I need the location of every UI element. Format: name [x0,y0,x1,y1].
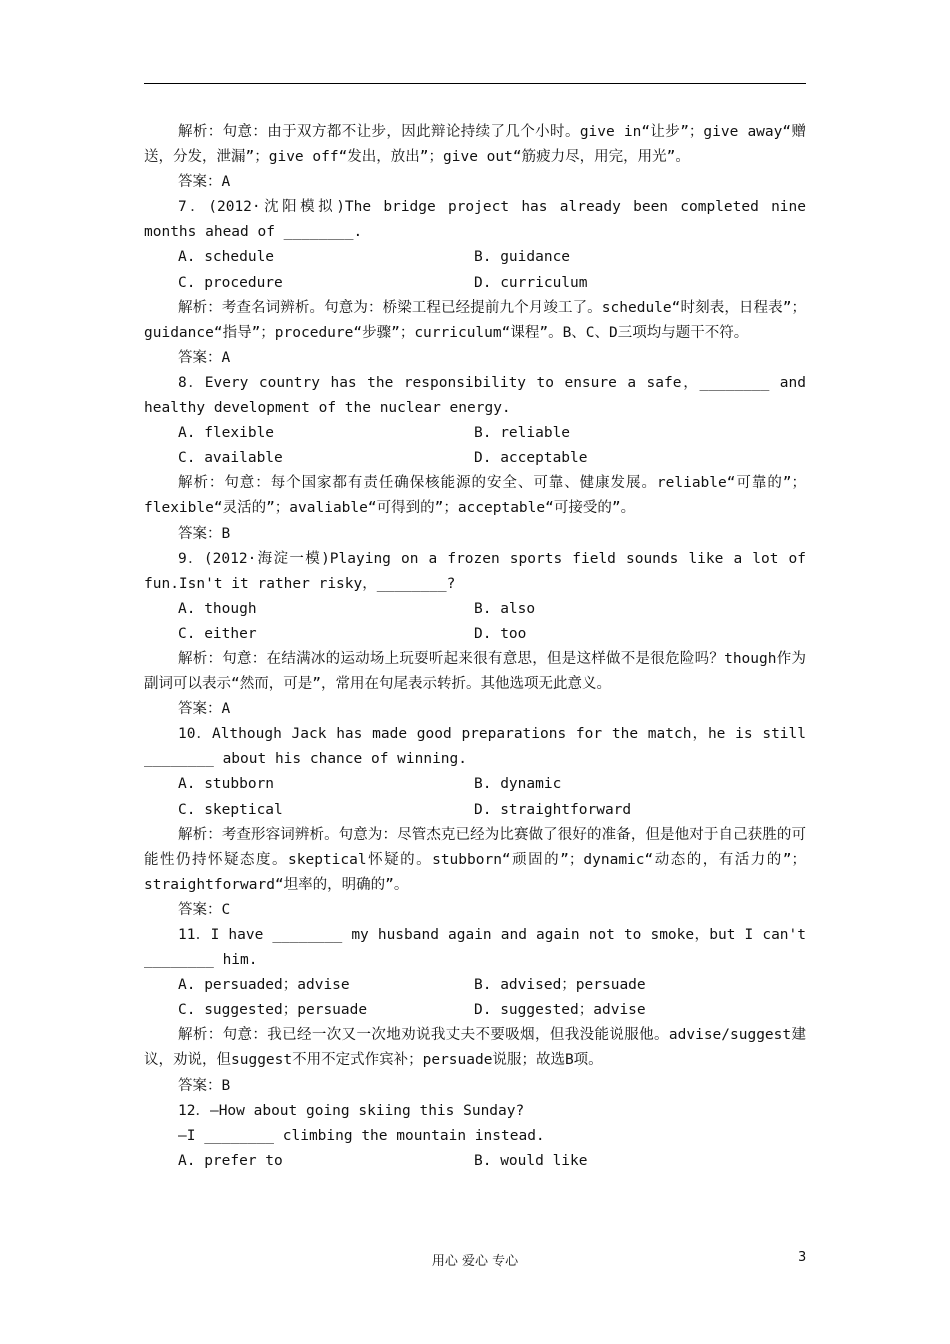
q9-options-row1 [144,597,806,622]
footer-slogan: 用心 爱心 专心 [431,1254,519,1269]
q8-option-c: C. available [178,450,283,467]
q8-stem: 8．Every country has the responsibility to ensure a safe，________ and healthy development of the nuclear energy. [144,374,806,417]
q7-option-d: D. curriculum [474,274,588,291]
q7-answer: 答案：A [178,349,231,366]
page-number: 3 [798,1250,807,1265]
q7-stem: 7．(2012·沈阳模拟)The bridge project has already been completed nine months ahead of ________. [144,199,806,241]
q8-option-b: B. reliable [474,425,571,442]
q8-analysis: 解析：句意：每个国家都有责任确保核能源的安全、可靠、健康发展。reliable“可靠的”；flexible“灵活的”；avaliable“可得到的”；acceptable“可接受的”。 [144,475,806,517]
q12-option-a: A. prefer to [178,1152,283,1169]
q8-options-row2 [144,446,806,471]
q11-answer: 答案：B [178,1077,231,1094]
q12-reply: —I ________ climbing the mountain instead. [178,1127,545,1144]
q7-option-a: A. schedule [178,249,275,266]
q8-options-row1 [144,421,806,446]
q7-options-row1 [144,245,806,270]
q6-analysis: 解析：句意：由于双方都不让步，因此辩论持续了几个小时。give in“让步”；give away“赠送，分发，泄漏”；give off“发出，放出”；give out“筋疲力尽，用完，用光”。 [144,124,806,166]
q9-answer: 答案：A [178,701,231,718]
q10-option-a: A. stubborn [178,776,275,793]
q11-option-c: C. suggested；persuade [178,1002,368,1019]
q9-options-row2 [144,622,806,647]
q12-option-b: B. would like [474,1152,588,1169]
q8-option-a: A. flexible [178,425,275,442]
q10-options-row1 [144,772,806,797]
q10-answer: 答案：C [178,901,231,918]
q11-option-d: D. suggested；advise [474,1002,646,1019]
q10-stem: 10．Although Jack has made good preparations for the match，he is still ________ about his chance of winning. [144,726,806,768]
q12-options-row1 [144,1149,806,1174]
q6-answer: 答案：A [178,174,231,191]
q10-analysis: 解析：考查形容词辨析。句意为：尽管杰克已经为比赛做了很好的准备，但是他对于自己获胜的可能性仍持怀疑态度。skeptical怀疑的。stubborn“顽固的”；dynamic“动态的，有活力的”；straightforward“坦率的，明确的”。 [144,826,806,893]
q9-option-b: B. also [474,600,536,617]
q12-stem: 12．—How about going skiing this Sunday? [178,1102,525,1119]
header-rule [144,83,806,84]
q9-option-a: A. though [178,600,257,617]
q10-options-row2 [144,798,806,823]
q7-option-c: C. procedure [178,274,283,291]
document-body [144,120,806,1174]
q8-option-d: D. acceptable [474,450,588,467]
q7-options-row2 [144,271,806,296]
q7-option-b: B. guidance [474,249,571,266]
q10-option-b: B. dynamic [474,776,562,793]
q9-option-c: C. either [178,625,257,642]
q11-option-a: A. persuaded；advise [178,977,350,994]
q9-analysis: 解析：句意：在结满冰的运动场上玩耍听起来很有意思，但是这样做不是很危险吗？though作为副词可以表示“然而，可是”，常用在句尾表示转折。其他选项无此意义。 [144,650,806,693]
q11-analysis: 解析：句意：我已经一次又一次地劝说我丈夫不要吸烟，但我没能说服他。advise/suggest建议，劝说，但suggest不用不定式作宾补；persuade说服；故选B项。 [144,1027,806,1069]
q7-analysis: 解析：考查名词辨析。句意为：桥梁工程已经提前九个月竣工了。schedule“时刻表，日程表”；guidance“指导”；procedure“步骤”；curriculum“课程”。B、C、D三项均与题干不符。 [144,299,806,341]
q8-answer: 答案：B [178,525,231,542]
q11-options-row2 [144,998,806,1023]
q9-stem: 9．(2012·海淀一模)Playing on a frozen sports field sounds like a lot of fun.Isn't it rather risky，________? [144,550,806,592]
q11-options-row1 [144,973,806,998]
q9-option-d: D. too [474,625,527,642]
q11-option-b: B. advised；persuade [474,977,646,994]
q10-option-d: D. straightforward [474,801,632,818]
q10-option-c: C. skeptical [178,801,283,818]
q11-stem: 11．I have ________ my husband again and again not to smoke，but I can't ________ him. [144,927,806,969]
